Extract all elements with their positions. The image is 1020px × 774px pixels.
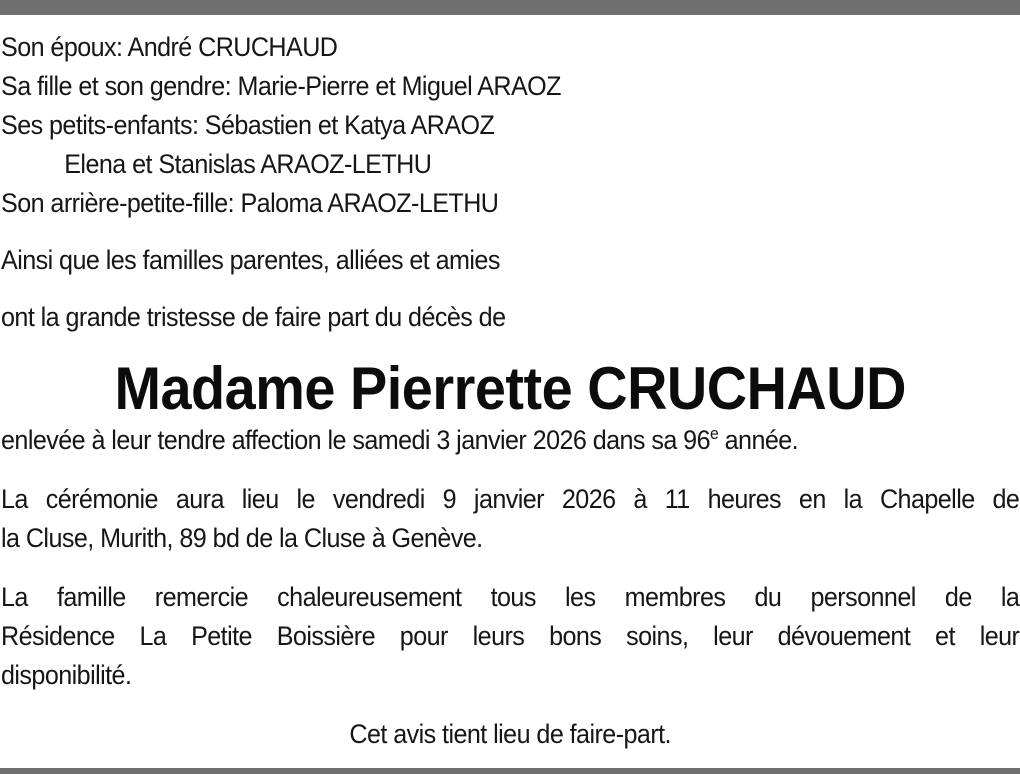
notice-body (1, 28, 1019, 754)
thanks-line-3: disponibilité. (1, 660, 132, 690)
grandchildren-line: Ses petits-enfants: Sébastien et Katya ARAOZ (1, 110, 495, 140)
grandchildren-line-continued: Elena et Stanislas ARAOZ-LETHU (64, 149, 432, 179)
obituary-notice (1, 28, 1020, 754)
closing-line: Cet avis tient lieu de faire-part. (349, 719, 671, 749)
thanks-line-2: Résidence La Petite Boissière pour leurs bons soins, leur dévouement et leur (1, 621, 1020, 651)
ordinal-suffix: e (709, 424, 719, 443)
spouse-line: Son époux: André CRUCHAUD (1, 32, 338, 62)
passing-line (1, 421, 1019, 460)
great-grandchild-line: Son arrière-petite-fille: Paloma ARAOZ-LETHU (1, 188, 499, 218)
passing-text-end: année. (718, 425, 799, 455)
ceremony-line-1: La cérémonie aura lieu le vendredi 9 janvier 2026 à 11 heures en la Chapelle de (1, 484, 1020, 514)
ceremony-paragraph (1, 480, 1019, 558)
ceremony-line-2: la Cluse, Murith, 89 bd de la Cluse à Genève. (1, 523, 483, 553)
thanks-line-1: La famille remercie chaleureusement tous les membres du personnel de la (1, 582, 1020, 612)
deceased-name: Madame Pierrette CRUCHAUD (114, 355, 906, 422)
passing-text: enlevée à leur tendre affection le samedi 3 janvier 2026 dans sa 96 (1, 425, 710, 455)
relatives-line: Ainsi que les familles parentes, alliées et amies (1, 245, 500, 275)
announcement-intro: ont la grande tristesse de faire part du décès de (1, 302, 506, 332)
family-list (1, 28, 1019, 223)
bottom-border-rule (0, 768, 1020, 774)
daughter-line: Sa fille et son gendre: Marie-Pierre et Miguel ARAOZ (1, 71, 561, 101)
thanks-paragraph (1, 578, 1019, 695)
top-border-rule (0, 0, 1020, 15)
